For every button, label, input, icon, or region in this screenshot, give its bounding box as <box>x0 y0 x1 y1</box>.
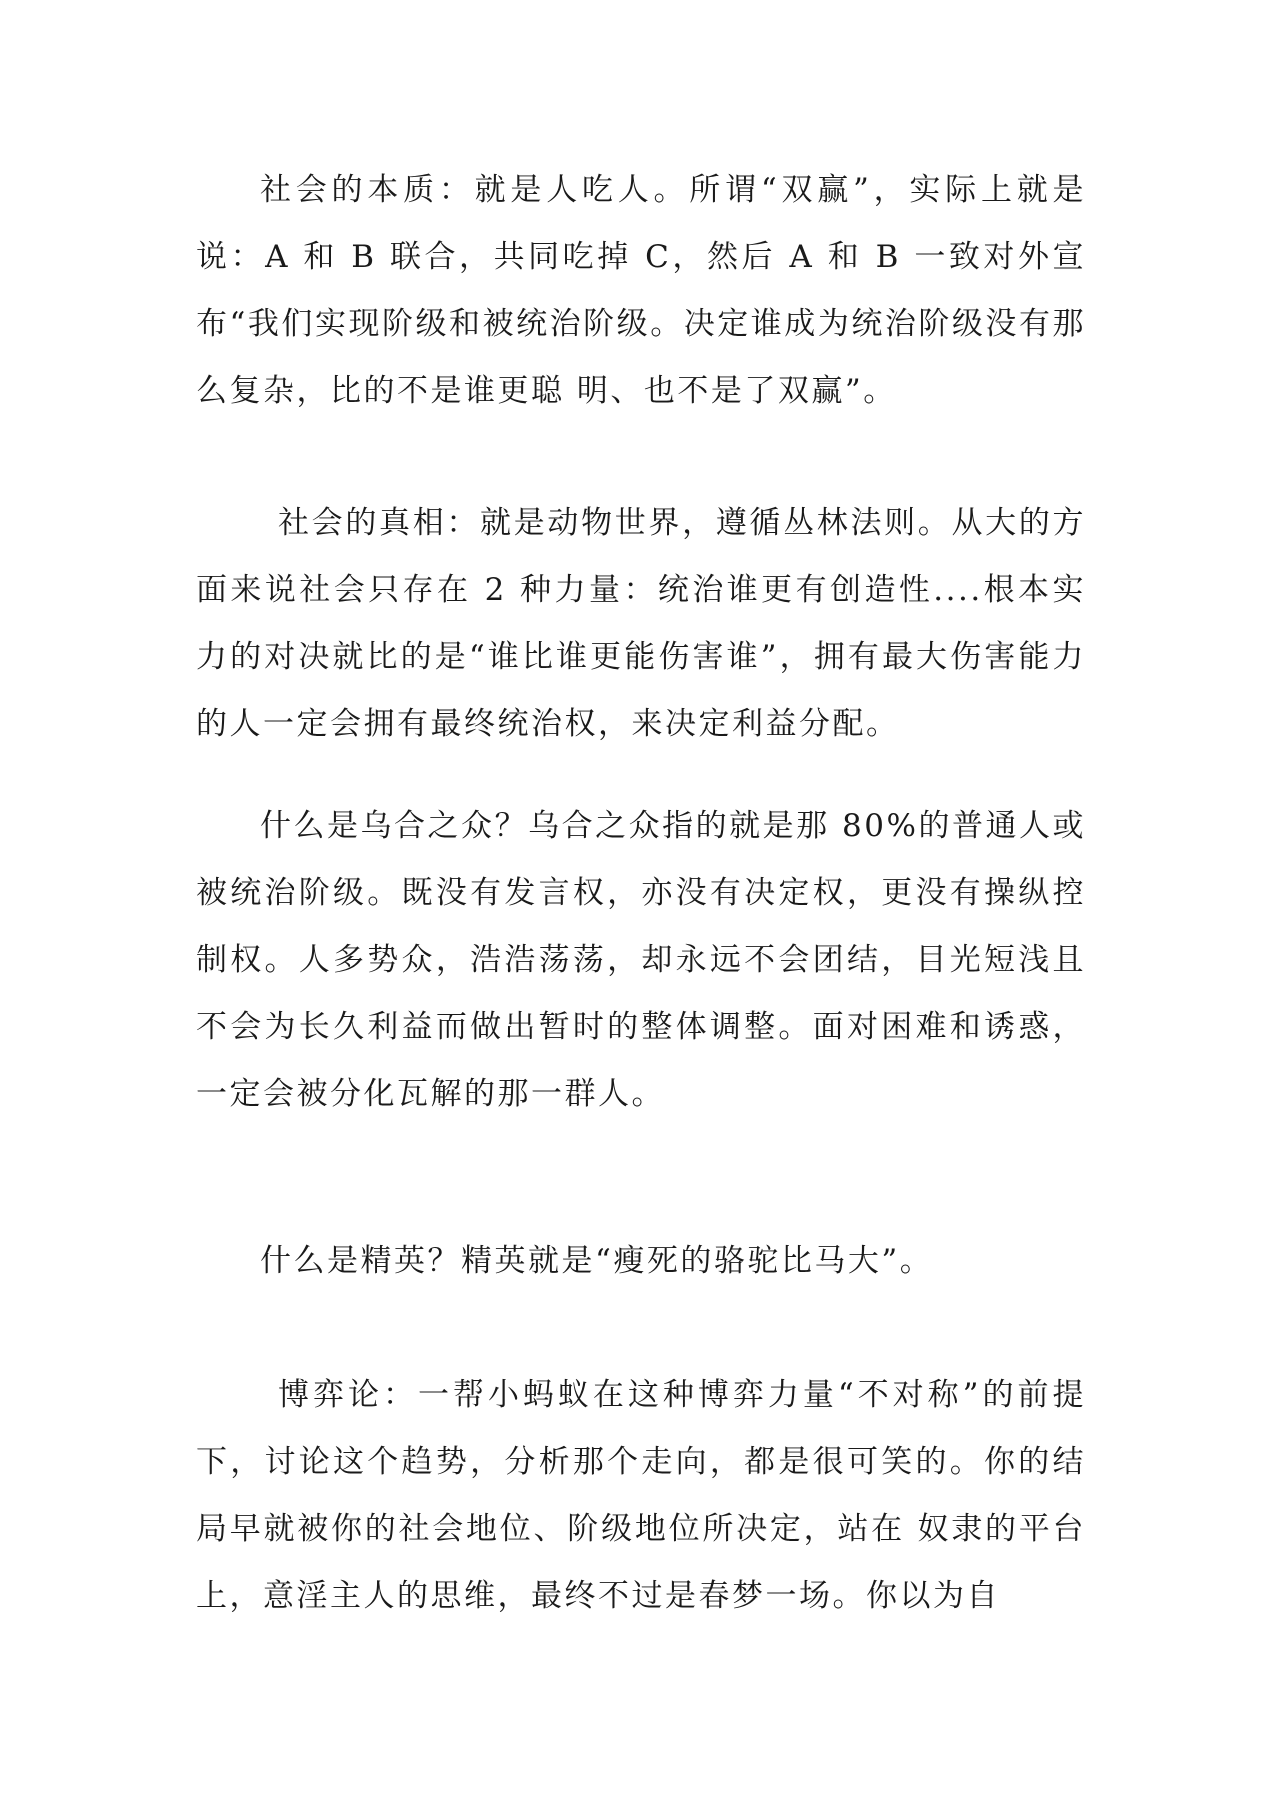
paragraph-elite: 什么是精英？精英就是“瘦死的骆驼比马大”。 <box>260 1243 934 1279</box>
paragraph-game-theory: 博弈论：一帮小蚂蚁在这种博弈力量“不对称”的前提下，讨论这个趋势，分析那个走向，都是很可笑的。你的结局早就被你的社会地位、阶级地位所决定，站在 奴隶的平台上，意淫主人的思维，最终不过是春梦一场。你以为自 <box>196 1377 1086 1614</box>
paragraph-social-essence: 社会的本质：就是人吃人。所谓“双赢”，实际上就是说：A 和 B 联合，共同吃掉 C，然后 A 和 B 一致对外宣布“我们实现阶级和被统治阶级。决定谁成为统治阶级没有那么复杂，比的不是谁更聪 明、也不是了双赢”。 <box>196 172 1086 409</box>
paragraph-rabble: 什么是乌合之众？乌合之众指的就是那 80%的普通人或被统治阶级。既没有发言权，亦没有决定权，更没有操纵控制权。人多势众，浩浩荡荡，却永远不会团结，目光短浅且不会为长久利益而做出暂时的整体调整。面对困难和诱惑，一定会被分化瓦解的那一群人。 <box>196 808 1086 1112</box>
paragraph-social-truth: 社会的真相：就是动物世界，遵循丛林法则。从大的方面来说社会只存在 2 种力量：统治谁更有创造性....根本实力的对决就比的是“谁比谁更能伤害谁”，拥有最大伤害能力的人一定会拥有最终统治权，来决定利益分配。 <box>196 505 1086 742</box>
